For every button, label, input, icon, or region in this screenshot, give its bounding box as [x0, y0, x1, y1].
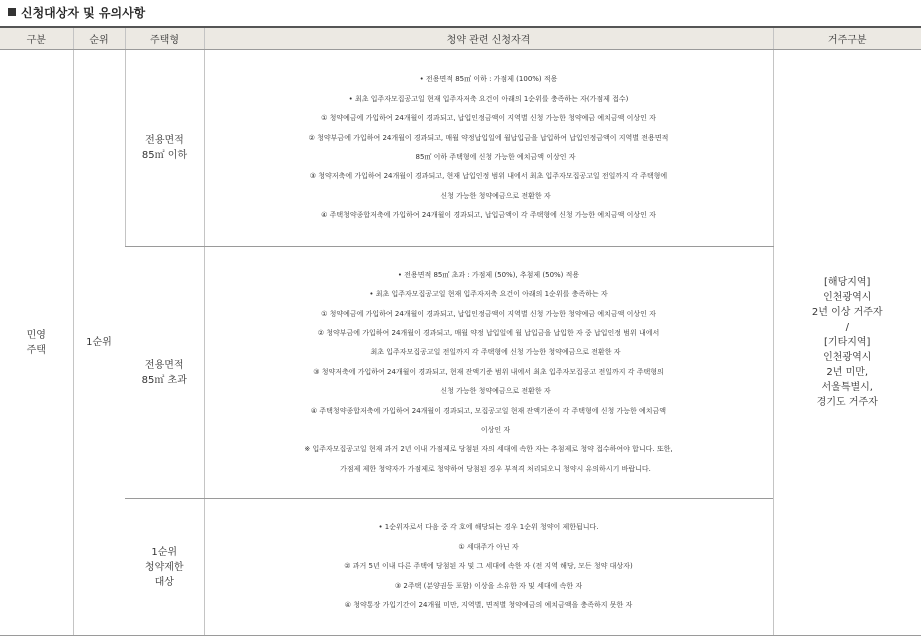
- residence-line: /: [774, 320, 921, 335]
- condition-line: ④ 주택청약종합저축에 가입하여 24개월이 경과되고, 모집공고일 현재 잔액기준이 각 주택형에 신청 가능한 예치금액: [205, 402, 773, 421]
- section-title-text: 신청대상자 및 유의사항: [21, 4, 145, 21]
- condition-line: 신청 가능한 청약예금으로 전환한 자: [205, 187, 773, 206]
- condition-line: • 최초 입주자모집공고일 현재 입주자저축 요건이 아래의 1순위를 충족하는 자(가점제 접수): [205, 90, 773, 109]
- residence-line: 2년 이상 거주자: [774, 305, 921, 320]
- residence-line: 인천광역시: [774, 290, 921, 305]
- condition-line: ③ 청약저축에 가입하여 24개월이 경과되고, 현재 납입인정 범위 내에서 최초 입주자모집공고일 전일까지 각 주택형에: [205, 167, 773, 186]
- section-title: [8, 4, 145, 20]
- condition-line: ② 청약부금에 가입하여 24개월이 경과되고, 매월 약정 납입일에 월 납입금을 납입한 자 중 납입인정 범위 내에서: [205, 324, 773, 343]
- header-residence: 거주구분: [773, 27, 921, 50]
- condition-line: • 전용면적 85㎡ 초과 : 가점제 (50%), 추첨제 (50%) 적용: [205, 266, 773, 285]
- conditions-cell: [204, 247, 773, 499]
- housing-type-cell: 전용면적 85㎡ 초과: [125, 247, 204, 499]
- residence-line: 서울특별시,: [774, 380, 921, 395]
- condition-line: 이상인 자: [205, 421, 773, 440]
- header-housing-type: 주택형: [125, 27, 204, 50]
- condition-line: 85㎡ 이하 주택형에 신청 가능한 예치금액 이상인 자: [205, 148, 773, 167]
- condition-line: ② 과거 5년 이내 다른 주택에 당첨된 자 및 그 세대에 속한 자 (전 지역 해당, 모든 청약 대상자): [205, 557, 773, 576]
- residence-cell: [773, 50, 921, 636]
- condition-line: • 전용면적 85㎡ 이하 : 가점제 (100%) 적용: [205, 70, 773, 89]
- table-header-row: [0, 27, 921, 50]
- condition-line: ① 세대주가 아닌 자: [205, 538, 773, 557]
- category-cell: 민영 주택: [0, 50, 73, 636]
- residence-line: 인천광역시: [774, 350, 921, 365]
- condition-line: ③ 청약저축에 가입하여 24개월이 경과되고, 현재 잔액기준 범위 내에서 최초 입주자모집공고 전일까지 각 주택형의: [205, 363, 773, 382]
- condition-line: 신청 가능한 청약예금으로 전환한 자: [205, 382, 773, 401]
- header-rank: 순위: [73, 27, 125, 50]
- condition-line: 최초 입주자모집공고일 전일까지 각 주택형에 신청 가능한 청약예금으로 전환한 자: [205, 343, 773, 362]
- conditions-cell: [204, 499, 773, 636]
- conditions-cell: [204, 50, 773, 247]
- condition-line: ④ 주택청약종합저축에 가입하여 24개월이 경과되고, 납입금액이 각 주택형에 신청 가능한 예치금액 이상인 자: [205, 206, 773, 225]
- housing-type-cell: 전용면적 85㎡ 이하: [125, 50, 204, 247]
- condition-line: • 1순위자로서 다음 중 각 호에 해당되는 경우 1순위 청약이 제한됩니다.: [205, 518, 773, 537]
- residence-line: [해당지역]: [774, 275, 921, 290]
- housing-type-cell: 1순위 청약제한 대상: [125, 499, 204, 636]
- condition-line: ① 청약예금에 가입하여 24개월이 경과되고, 납입인정금액이 지역별 신청 가능한 청약예금 예치금액 이상인 자: [205, 305, 773, 324]
- square-bullet-icon: [8, 8, 16, 16]
- residence-line: 2년 미만,: [774, 365, 921, 380]
- condition-line: 가점제 제한 청약자가 가점제로 청약하여 당첨된 경우 부적격 처리되오니 청약시 유의하시기 바랍니다.: [205, 460, 773, 479]
- condition-line: ④ 청약통장 가입기간이 24개월 미만, 지역별, 면적별 청약예금의 예치금액을 충족하지 못한 자: [205, 596, 773, 615]
- condition-line: ※ 입주자모집공고일 현재 과거 2년 이내 가점제로 당첨된 자의 세대에 속한 자는 추첨제로 청약 접수하여야 합니다. 또한,: [205, 440, 773, 459]
- residence-line: 경기도 거주자: [774, 395, 921, 410]
- eligibility-table: [0, 26, 921, 636]
- condition-line: ① 청약예금에 가입하여 24개월이 경과되고, 납입인정금액이 지역별 신청 가능한 청약예금 예치금액 이상인 자: [205, 109, 773, 128]
- header-category: 구분: [0, 27, 73, 50]
- condition-line: ② 청약부금에 가입하여 24개월이 경과되고, 매월 약정납입일에 월납입금을 납입하여 납입인정금액이 지역별 전용면적: [205, 129, 773, 148]
- header-eligibility: 청약 관련 신청자격: [204, 27, 773, 50]
- rank-cell: 1순위: [73, 50, 125, 636]
- condition-line: ③ 2주택 (분양권등 포함) 이상을 소유한 자 및 세대에 속한 자: [205, 577, 773, 596]
- condition-line: • 최초 입주자모집공고일 현재 입주자저축 요건이 아래의 1순위를 충족하는 자: [205, 285, 773, 304]
- residence-line: [기타지역]: [774, 335, 921, 350]
- table-row: [0, 50, 921, 247]
